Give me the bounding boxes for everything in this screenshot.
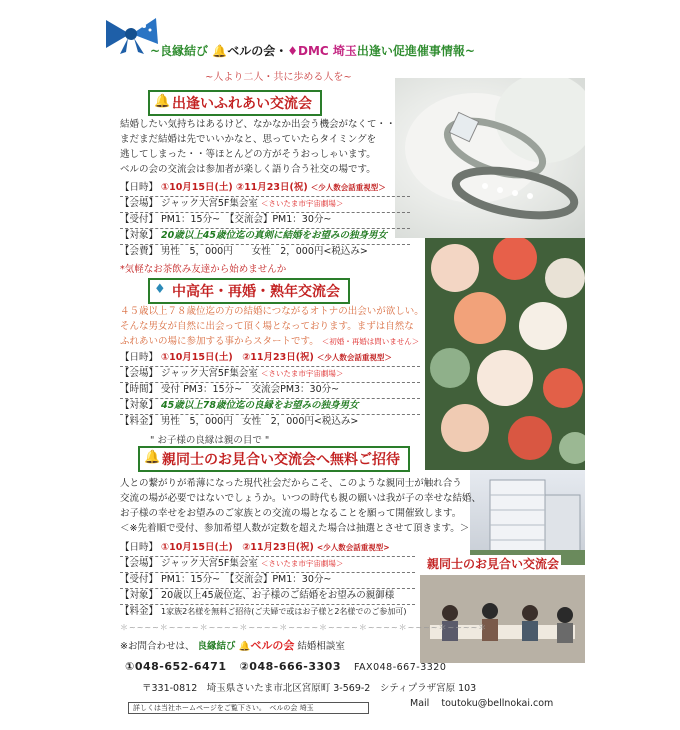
section3-title-box bbox=[138, 446, 410, 472]
contact-org2: ベルの会 bbox=[250, 639, 295, 652]
fee-label: 【会費】 bbox=[120, 246, 159, 257]
venue-value: ジャック大宮5F集会室 bbox=[161, 368, 258, 379]
section1-body bbox=[120, 117, 396, 177]
body-line: 人との繋がりが希薄になった現代社会だからこそ、このような親同士が触れ合う bbox=[120, 478, 462, 489]
reception-value: PM1：15分~ 【交流会】PM1：30分~ bbox=[161, 574, 332, 585]
sec1-date-row bbox=[120, 180, 386, 195]
date-label: 【日時】 bbox=[120, 182, 159, 193]
contact-org1: 良縁結び bbox=[197, 641, 236, 652]
venue-label: 【会場】 bbox=[120, 198, 159, 209]
sec3-date-row bbox=[120, 540, 390, 555]
body-line: 逃してしまった・・等ほとんどの方がそうおっしゃいます。 bbox=[120, 149, 376, 160]
wave-divider: ＊~~~~＊~~~~＊~~~~＊~~~~＊~~~~＊~~~~＊~~~~＊~~~~＊~~~~＊ bbox=[120, 623, 488, 632]
bell-icon: 🔔 bbox=[238, 641, 251, 652]
target-value: 45歳以上78歳位迄の良縁をお望みの独身男女 bbox=[161, 400, 359, 411]
venue-label: 【会場】 bbox=[120, 558, 159, 569]
section2-title-box bbox=[148, 278, 350, 304]
body-line: まだまだ結婚は先でいいかなと、思っていたらタイミングを bbox=[120, 134, 377, 145]
contact-lead: ※お問合わせは、 bbox=[120, 641, 195, 652]
contact-org3: 結婚相談室 bbox=[297, 641, 345, 652]
fee-label: 【料金】 bbox=[120, 606, 159, 617]
flowers-photo bbox=[425, 238, 585, 470]
address: 〒331-0812 埼玉県さいたま市北区宮原町 3-569-2 シティプラザ宮原 103 bbox=[142, 683, 477, 694]
sec3-reception-row bbox=[120, 572, 331, 587]
mail-label: Mail bbox=[410, 698, 430, 709]
fee-value: 男性 5，000円 女性 2，000円<税込み> bbox=[161, 246, 368, 257]
body-line: ＜※先着順で受付、参加希望人数が定数を超えた場合は抽選とさせて頂きます。＞ bbox=[120, 523, 470, 534]
body-line: 結婚したい気持ちはあるけど、なかなか出会う機会がなくて・・ bbox=[120, 119, 396, 130]
contact-line bbox=[120, 637, 345, 653]
phone-line bbox=[125, 660, 446, 673]
photo-caption: 親同士のお見合い交流会 bbox=[427, 557, 560, 571]
venue-value: ジャック大宮5F集会室 bbox=[161, 198, 258, 209]
target-label: 【対象】 bbox=[120, 400, 159, 411]
target-value: 20歳以上45歳位迄、お子様のご結婚をお望みの親御様 bbox=[161, 590, 395, 601]
date-note: <少人数会話重視型> bbox=[316, 543, 390, 552]
target-label: 【対象】 bbox=[120, 230, 159, 241]
section1-title-box bbox=[148, 90, 322, 116]
venue-value: ジャック大宮5F集会室 bbox=[161, 558, 258, 569]
time-label: 【時間】 bbox=[120, 384, 159, 395]
date-label: 【日時】 bbox=[120, 542, 159, 553]
building-photo bbox=[470, 470, 585, 565]
reception-label: 【受付】 bbox=[120, 574, 159, 585]
header-part4: 出逢い促進催事情報~ bbox=[356, 44, 475, 58]
sec2-time-row bbox=[120, 382, 339, 397]
fax: FAX048-667-3320 bbox=[353, 662, 447, 673]
meeting-photo bbox=[420, 575, 585, 663]
body-line: 交流の場が必要ではないでしょうか。いつの時代も親の願いは我が子の幸せな結婚、 bbox=[120, 493, 482, 504]
mail-value[interactable]: toutoku@bellnokai.com bbox=[441, 698, 554, 709]
bell-icon: 🔔 bbox=[154, 94, 171, 109]
reception-label: 【受付】 bbox=[120, 214, 159, 225]
reception-value: PM1：15分~ 【交流会】PM1：30分~ bbox=[161, 214, 332, 225]
sec1-fee-row bbox=[120, 244, 368, 259]
sec1-reception-row bbox=[120, 212, 331, 227]
sec3-venue-row bbox=[120, 556, 343, 571]
sec2-venue-row bbox=[120, 366, 343, 381]
diamond-icon: ♦ bbox=[154, 282, 166, 297]
sec1-note: *気軽なお茶飲み友達から始めませんか bbox=[120, 264, 287, 275]
date-value: ①10月15日(土) ②11月23日(祝) bbox=[161, 542, 314, 553]
body-line: ベルの会の交流会は参加者が楽しく語り合う社交の場です。 bbox=[120, 164, 376, 175]
sec3-target-row bbox=[120, 588, 394, 603]
section3-body bbox=[120, 476, 481, 536]
target-value: 20歳以上45歳位迄の真剣に結婚をお望みの独身男女 bbox=[161, 230, 387, 241]
rings-photo bbox=[395, 78, 585, 238]
phone2: ②048-666-3303 bbox=[239, 660, 341, 673]
date-note: ＜少人数会話重視型＞ bbox=[316, 353, 392, 362]
body-line bbox=[120, 334, 424, 349]
venue-note: ＜さいたま市宇宙劇場＞ bbox=[260, 559, 344, 568]
sec1-target-row bbox=[120, 228, 387, 243]
time-value: 受付 PM3：15分~ 交流会PM3：30分~ bbox=[161, 384, 340, 395]
diamond-icon: ♦ bbox=[287, 44, 298, 58]
date-value: ①10月15日(土) ②11月23日(祝) bbox=[161, 352, 314, 363]
section2-body bbox=[120, 304, 424, 349]
sec2-note: " お子様の良縁は親の目で " bbox=[150, 435, 270, 446]
fee-value: 1家族2名様を無料ご招待(ご夫婦で或はお子様と2名様でのご参加可) bbox=[161, 607, 407, 616]
phone1: ①048-652-6471 bbox=[125, 660, 227, 673]
target-label: 【対象】 bbox=[120, 590, 159, 601]
body-line: そんな男女が自然に出会って頂く場となっております。まずは自然な bbox=[120, 321, 414, 332]
mail-line bbox=[410, 698, 553, 709]
flyer-header bbox=[150, 42, 475, 59]
sec1-venue-row bbox=[120, 196, 343, 211]
date-label: 【日時】 bbox=[120, 352, 159, 363]
date-note: ＜少人数会話重視型＞ bbox=[310, 183, 386, 192]
venue-label: 【会場】 bbox=[120, 368, 159, 379]
date-value: ①10月15日(土) ②11月23日(祝) bbox=[161, 182, 308, 193]
sec2-date-row bbox=[120, 350, 392, 365]
section1-title: 出逢いふれあい交流会 bbox=[172, 96, 312, 112]
bell-icon: 🔔 bbox=[212, 44, 228, 58]
header-part3: DMC 埼玉 bbox=[297, 44, 357, 58]
section3-title: 親同士のお見合い交流会へ無料ご招待 bbox=[162, 452, 400, 468]
fee-label: 【料金】 bbox=[120, 416, 159, 427]
website-strip: 詳しくは当社ホームページをご覧下さい。 ベルの会 埼玉 bbox=[128, 702, 369, 714]
header-part1: ~良縁結び bbox=[150, 44, 209, 58]
tagline: ~人より二人・共に歩める人を~ bbox=[205, 72, 352, 83]
venue-note: ＜さいたま市宇宙劇場＞ bbox=[260, 199, 344, 208]
body-line: ４５歳以上７８歳位迄の方の結婚につながるオトナの出会いが欲しい。 bbox=[120, 306, 424, 317]
header-part2: ベルの会・ bbox=[227, 44, 288, 58]
fee-value: 男性 5，000円 女性 2，000円<税込み> bbox=[161, 416, 359, 427]
body-line-note: ＜初婚・再婚は問いません＞ bbox=[321, 337, 420, 346]
body-line: お子様の幸せをお望みのご家族との交流の場となることを願って開催致します。 bbox=[120, 508, 462, 519]
venue-note: ＜さいたま市宇宙劇場＞ bbox=[260, 369, 344, 378]
sec2-target-row bbox=[120, 398, 359, 413]
sec2-fee-row bbox=[120, 414, 358, 429]
sec3-fee-row bbox=[120, 604, 407, 619]
bell-icon: 🔔 bbox=[144, 450, 161, 465]
section2-title: 中高年・再婚・熟年交流会 bbox=[172, 284, 340, 300]
body-line-text: ふれあいの場に参加する事からスタートです。 bbox=[120, 336, 319, 347]
